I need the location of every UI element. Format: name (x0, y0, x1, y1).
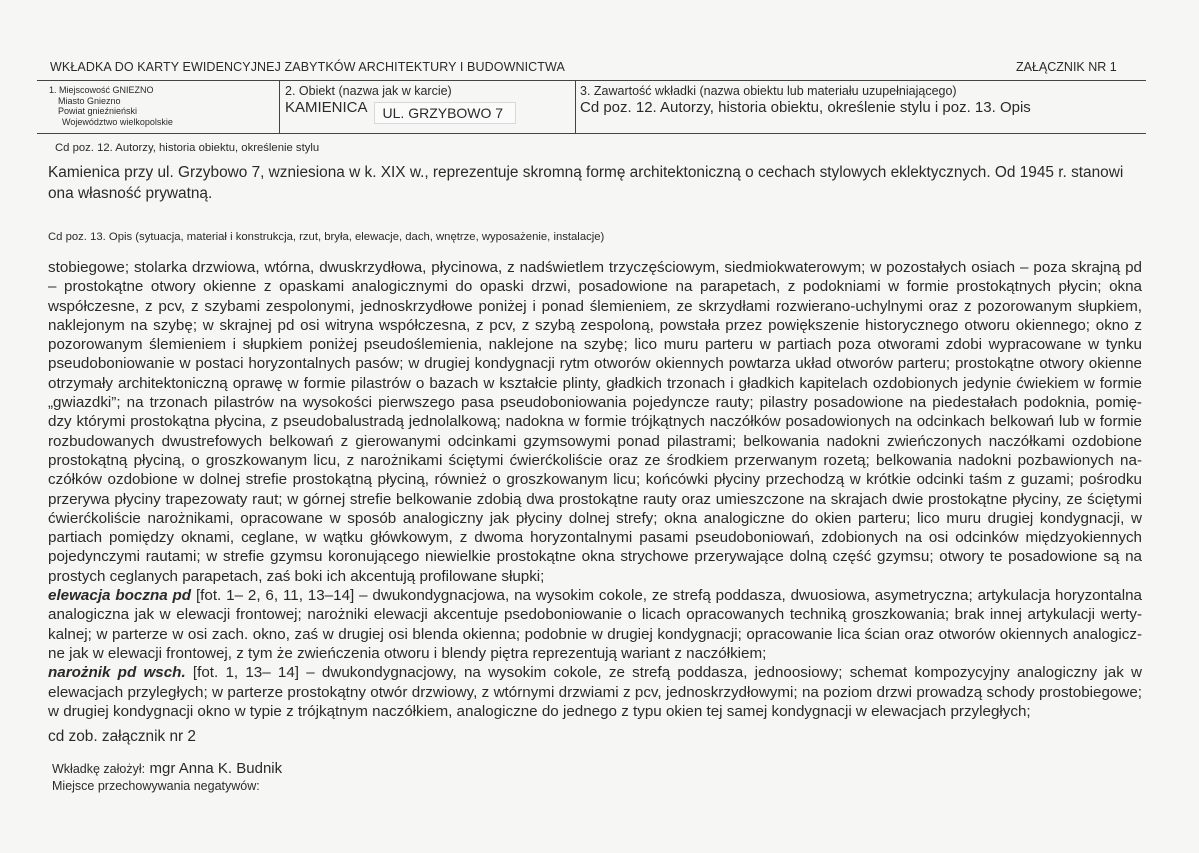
line-text: kalnej; w parterze w osi zach. okno, zaś w drugiej osi blenda okienna; podobnie w drugiej kondygnacji; opracowanie lica ścian oraz otworów okiennych analogicz- (48, 625, 1142, 643)
contents-label: 3. Zawartość wkładki (nazwa obiektu lub materiału uzupełniającego) (580, 84, 957, 98)
text-line (48, 644, 1142, 663)
subheading-bold: narożnik pd wsch. (48, 664, 186, 682)
line-text: stobiegowe; stolarka drzwiowa, wtórna, dwuskrzydłowa, płycinowa, z nadświetlem trzyczęściowym, siedmiokwaterowym; w pozostałych osiach – poza skrajną pd (48, 259, 1142, 276)
text-line (48, 567, 1142, 586)
text-line (48, 663, 1142, 682)
line-text: elewacjach przyległych; w parterze prostokątny otwór drzwiowy, z wtórnymi drzwiami z pcv, jednoskrzydłowymi; na poziom drzwi prowadzą schody prostobiegowe; (48, 683, 1142, 701)
line-text: otrzymały architektoniczną oprawę w formie pilastrów o bazach w kształcie plinty, gładkich trzonach i gładkich kapitelach ozdobionych jedynie ćwiekiem w formie (48, 374, 1142, 392)
object-label: 2. Obiekt (nazwa jak w karcie) (285, 84, 452, 98)
continued-note: cd zob. załącznik nr 2 (48, 728, 196, 745)
line-text: ne jak w elewacji frontowej, z tym że zwieńczenia otworu i blendy piętra reprezentują wariant z naczółkiem; (48, 644, 767, 662)
line-text: [fot. 1– 2, 6, 11, 13–14] – dwukondygnacjowa, na wysokim cokole, ze strefą poddasza, dwuosiowa, asymetryczna; artykulacja horyzontalna (191, 587, 1142, 605)
line-text: naklejonym na szybę; w skrajnej pd osi witryna współczesna, z pcv, z szybą zespoloną, powstała przez powiększenie historycznego otworu okiennego; okno z (48, 316, 1142, 334)
line-text: analogiczna jak w elewacji frontowej; narożniki elewacji akcentuje psedoboniowanie o licach opracowanych techniką groszkowania; brak innej artykulacji werty- (48, 606, 1142, 624)
line-text: współczesne, z pcv, z szybami zespolonymi, jednoskrzydłowe poniżej i ponad ślemieniem, ze skrzydłami rozwierano-uchylnymi oraz z pozorowanym słupkiem, (48, 297, 1142, 315)
line-text: dzy którymi prostokątna płycina, z pseudobalustradą jednolalkową; nadokna w formie trójkątnych naczółków posadowionych na odcinkach belkowań lub w formie (48, 413, 1142, 431)
text-line (48, 297, 1142, 316)
text-line (48, 432, 1142, 451)
location-line: 1. Miejscowość GNIEZNO (49, 85, 154, 95)
text-line (48, 547, 1142, 566)
text-line (48, 528, 1142, 547)
text-line (48, 605, 1142, 624)
negatives-label: Miejsce przechowywania negatywów: (52, 779, 260, 793)
line-text: prostych ceglanych parapetach, zaś boki ich akcentują profilowane słupki; (48, 567, 545, 585)
line-text: [fot. 1, 13– 14] – dwukondygnacjowy, na wysokim cokole, ze strefą poddasza, jednoosiowy; schemat kompozycyjny analogiczny jak w (185, 664, 1142, 682)
header-table (37, 80, 1146, 134)
line-text: ćwierćkoliście narożnikami, opracowane w sposób analogiczny jak płyciny dolnej strefy; okna analogiczne do okien parteru; lico muru drugiej kondygnacji, w (48, 509, 1142, 527)
section12-text: Kamienica przy ul. Grzybowo 7, wzniesiona w k. XIX w., reprezentuje skromną formę architektoniczną o cechach stylowych eklektycznych. Od 1945 r. stanowi ona własność prywatną. (48, 164, 1124, 202)
line-text: pojedynczymi rautami; w strefie gzymsu koronującego niewielkie prostokątne okna strychowe przerywające dolną część gzymsu; otwory te posadowione są na (48, 548, 1142, 566)
text-line (48, 393, 1142, 412)
line-text: „gwiazdki”; na trzonach pilastrów na wysokości pierwszego pasa pseudoboniowania pojedyncze rauty; pilastry posadowione na piedestałach podoknia, pomię- (48, 394, 1142, 412)
text-line (48, 586, 1142, 605)
contents-cell (575, 81, 1146, 133)
object-name: KAMIENICA (285, 99, 368, 116)
text-line (48, 258, 1142, 277)
section13-heading: Cd poz. 13. Opis (sytuacja, materiał i konstrukcja, rzut, bryła, elewacje, dach, wnętrze, wyposażenie, instalacje) (48, 231, 605, 243)
text-line (48, 277, 1142, 296)
annex-number: ZAŁĄCZNIK NR 1 (1016, 60, 1117, 74)
line-text: czółków ozdobione w dolnej strefie prostokątną płyciną, również o groszkowanym licu; końcówki płyciny przechodzą w krótkie odcinki taśm z guzami; pośrodku (48, 471, 1142, 489)
line-text: rozbudowanych dwustrefowych belkowań z gierowanymi odcinkami gzymsowymi ponad pilastrami; belkowania nadokni zwieńczonych naczółkami ozdobione (48, 432, 1142, 450)
line-text: przerywa płyciny trapezowaty raut; w górnej strefie belkowanie zdobią dwa prostokątne rauty oraz umieszczone na skrajach dwie prostokątne płyciny, ze ściętymi (48, 490, 1142, 508)
line-text: pseudoboniowanie w postaci horyzontalnych pasów; w drugiej kondygnacji rytm otworów okiennych powtarza układ otworów parteru; prostokątne otwory okienne (48, 355, 1142, 373)
line-text: w drugiej kondygnacji okno w typie z trójkątnym naczółkiem, analogiczne do jednego z typu okien tej samej kondygnacji w elewacjach przyległych; (48, 702, 1031, 720)
contents-value: Cd poz. 12. Autorzy, historia obiektu, określenie stylu i poz. 13. Opis (580, 99, 1031, 116)
text-line (48, 412, 1142, 431)
text-line (48, 316, 1142, 335)
text-line (48, 490, 1142, 509)
location-line: Miasto Gniezno (58, 95, 121, 106)
document-title: WKŁADKA DO KARTY EWIDENCYJNEJ ZABYTKÓW ARCHITEKTURY I BUDOWNICTWA (50, 60, 565, 74)
line-text: pozorowanym ślemieniem i słupkiem poniżej pseudoślemienia, naklejone na szybę; lico muru parteru w partiach poza otworami zdobi wypracowane w tynku (48, 336, 1142, 354)
line-text: partiach pomiędzy oknami, ceglane, w wątku główkowym, z dwoma horyzontalnymi pasami pseudoboniowań, zdobionych na osi odcinków międzyokiennych (48, 529, 1142, 547)
text-line (48, 683, 1142, 702)
section12-heading: Cd poz. 12. Autorzy, historia obiektu, określenie stylu (55, 142, 320, 154)
text-line (48, 374, 1142, 393)
text-line (48, 625, 1142, 644)
text-line (48, 335, 1142, 354)
author-label: Wkładkę założył: (52, 762, 146, 776)
text-line (48, 451, 1142, 470)
line-text: prostokątną płyciną, o groszkowanym licu, z narożnikami ściętymi ćwierćkoliście oraz ze środkiem przerwanym rozetą; belkowania nadokni pozbawionych na- (48, 451, 1142, 469)
object-address-stamp: UL. GRZYBOWO 7 (374, 102, 517, 124)
author-name: mgr Anna K. Budnik (149, 760, 283, 777)
text-line (48, 702, 1142, 721)
text-line (48, 509, 1142, 528)
text-line (48, 470, 1142, 489)
text-line (48, 354, 1142, 373)
location-line: Województwo wielkopolskie (62, 116, 173, 127)
location-line: Powiat gnieźnieński (58, 106, 138, 116)
section13-body (48, 258, 1142, 721)
subheading-bold: elewacja boczna pd (48, 587, 192, 605)
line-text: – prostokątne otwory okienne z opaskami analogicznymi do opaski drzwi, posadowione na parapetach, z podokniami w formie prostokątnych płycin; okna (48, 278, 1142, 296)
object-cell (279, 81, 575, 133)
location-cell (37, 81, 279, 133)
